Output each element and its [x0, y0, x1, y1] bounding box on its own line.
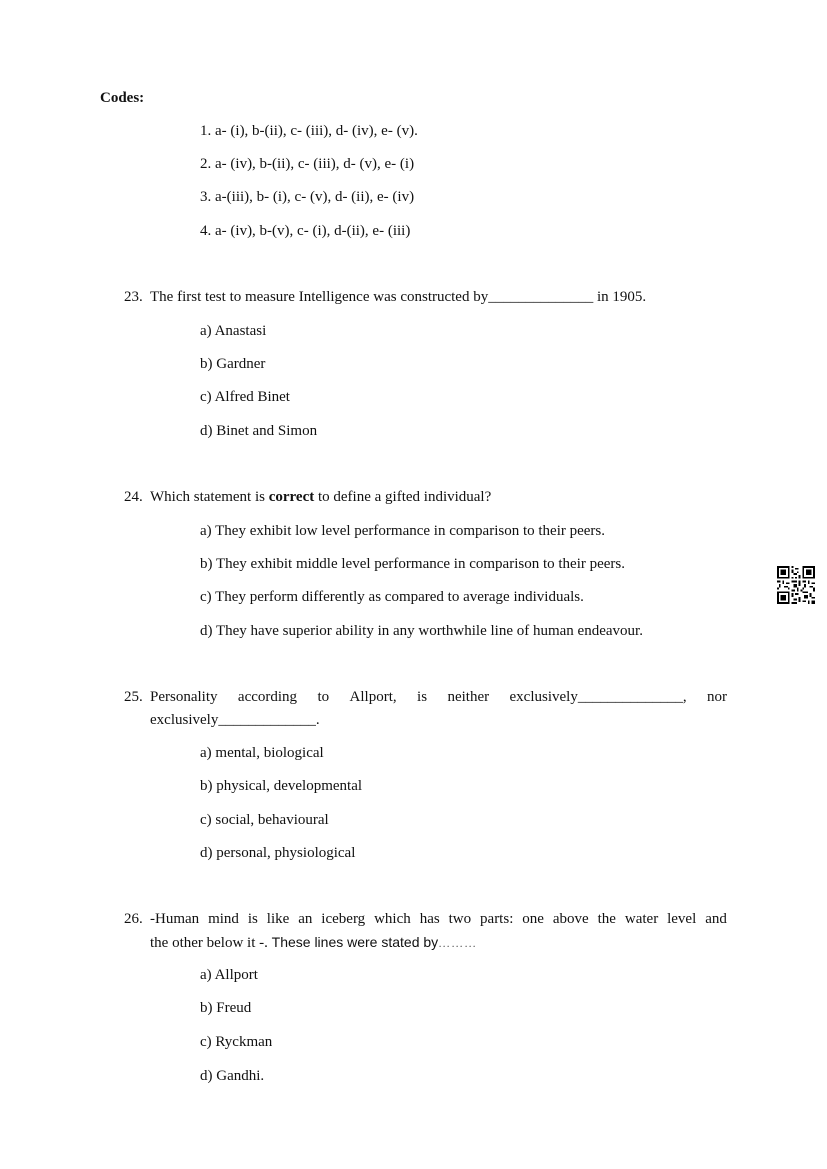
question-25-line-1	[124, 688, 727, 706]
word: exclusively______________,	[509, 689, 687, 705]
word: parts:	[480, 911, 514, 927]
code-option-4: 4. a- (iv), b-(v), c- (i), d-(ii), e- (iii)	[200, 223, 411, 239]
word: the	[597, 911, 616, 927]
question-text-emphasis: correct	[268, 489, 315, 505]
option-a: a) mental, biological	[200, 745, 324, 761]
qr-code-icon[interactable]	[776, 566, 816, 604]
word: which	[374, 911, 411, 927]
word: is	[417, 689, 428, 705]
word: according	[237, 689, 298, 705]
codes-heading: Codes:	[100, 90, 145, 106]
question-text-sans: These lines were stated by	[271, 934, 439, 950]
word: iceberg	[321, 911, 366, 927]
blank-dots: ………	[438, 936, 478, 950]
word: neither	[447, 689, 490, 705]
question-26-line-2	[150, 933, 477, 952]
option-c: c) Ryckman	[200, 1034, 273, 1050]
word: nor	[707, 689, 727, 705]
option-d: d) They have superior ability in any worthwhile line of human endeavour.	[200, 623, 643, 639]
option-b: b) Freud	[200, 1000, 252, 1016]
option-b: b) physical, developmental	[200, 778, 363, 794]
word: is	[247, 911, 258, 927]
word: above	[552, 911, 589, 927]
option-b: b) Gardner	[200, 356, 266, 372]
option-a: a) They exhibit low level performance in comparison to their peers.	[200, 523, 605, 539]
question-24	[124, 488, 491, 506]
option-d: d) Binet and Simon	[200, 423, 318, 439]
option-d: d) Gandhi.	[200, 1068, 265, 1084]
word: mind	[208, 911, 239, 927]
question-26-line-1	[124, 910, 727, 928]
word: like	[266, 911, 290, 927]
word: level	[667, 911, 697, 927]
option-d: d) personal, physiological	[200, 845, 356, 861]
question-text: The first test to measure Intelligence was constructed by______________ in 1905.	[150, 289, 647, 305]
word: two	[448, 911, 472, 927]
word: has	[419, 911, 440, 927]
question-number: 23.	[124, 289, 143, 305]
word: to	[317, 689, 330, 705]
question-23	[124, 288, 646, 306]
option-c: c) social, behavioural	[200, 812, 329, 828]
question-text-start: Which statement is	[150, 489, 269, 505]
question-text-serif: the other below it -.	[150, 935, 272, 951]
option-c: c) They perform differently as compared to average individuals.	[200, 589, 584, 605]
code-option-2: 2. a- (iv), b-(ii), c- (iii), d- (v), e- (i)	[200, 156, 415, 172]
question-number-and-first-word: 25. Personality	[124, 689, 218, 705]
word: and	[705, 911, 727, 927]
option-a: a) Anastasi	[200, 323, 267, 339]
option-a: a) Allport	[200, 967, 258, 983]
question-text-end: to define a gifted individual?	[314, 489, 492, 505]
code-option-3: 3. a-(iii), b- (i), c- (v), d- (ii), e- (iv)	[200, 189, 415, 205]
question-25-line-2: exclusively_____________.	[150, 712, 320, 728]
code-option-1: 1. a- (i), b-(ii), c- (iii), d- (iv), e- (v).	[200, 123, 418, 139]
word: an	[298, 911, 313, 927]
word: one	[522, 911, 544, 927]
option-b: b) They exhibit middle level performance in comparison to their peers.	[200, 556, 626, 572]
question-number: 24.	[124, 489, 143, 505]
question-number-and-first-word: 26. -Human	[124, 911, 200, 927]
option-c: c) Alfred Binet	[200, 389, 290, 405]
word: Allport,	[349, 689, 397, 705]
word: water	[624, 911, 659, 927]
